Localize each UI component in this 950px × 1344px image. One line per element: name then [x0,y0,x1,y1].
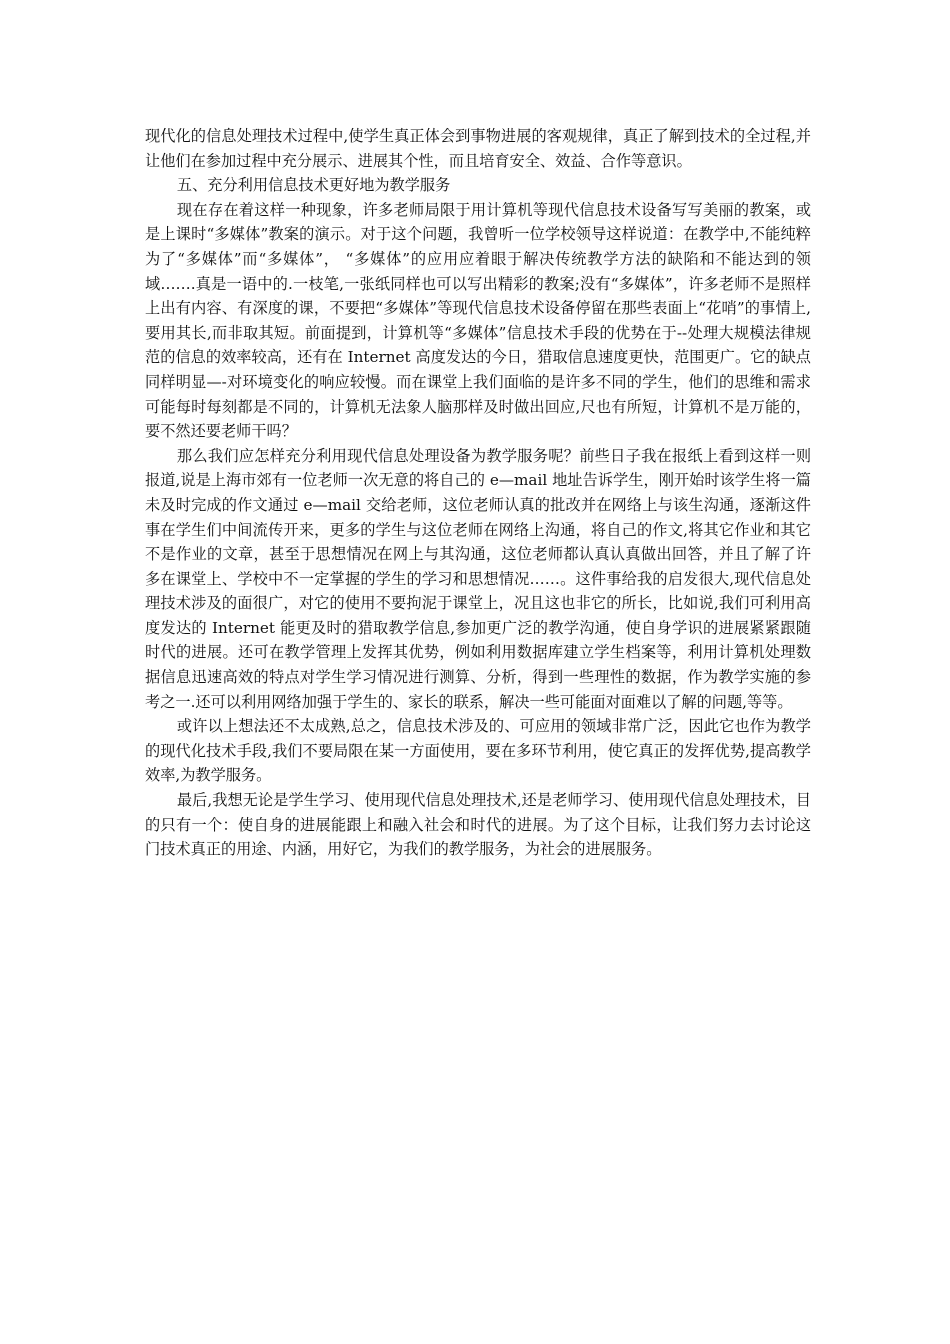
paragraph-multimedia-phenomenon: 现在存在着这样一种现象，许多老师局限于用计算机等现代信息技术设备写写美丽的教案，或是上课时“多媒体”教案的演示。对于这个问题，我曾听一位学校领导这样说道：在教学中,不能纯粹为了“多媒体”而“多媒体”， “多媒体”的应用应着眼于解决传统教学方法的缺陷和不能达到的领域…….真是一语中的.一枝笔,一张纸同样也可以写出精彩的教案;没有“多媒体”，许多老师不是照样上出有内容、有深度的课，不要把“多媒体”等现代信息技术设备停留在那些表面上“花哨”的事情上,要用其长,而非取其短。前面提到，计算机等“多媒体”信息技术手段的优势在于--处理大规模法律规范的信息的效率较高，还有在 Internet 高度发达的今日，猎取信息速度更快，范围更广。它的缺点同样明显—-对环境变化的响应较慢。而在课堂上我们面临的是许多不同的学生，他们的思维和需求可能每时每刻都是不同的，计算机无法象人脑那样及时做出回应,尺也有所短，计算机不是万能的，要不然还要老师干吗？ [145,200,811,441]
paragraph-continuation: 现代化的信息处理技术过程中,使学生真正体会到事物进展的客观规律，真正了解到技术的全过程,并让他们在参加过程中充分展示、进展其个性，而且培育安全、效益、合作等意识。 [145,127,811,170]
document-body [145,124,811,862]
paragraph-email-story: 那么我们应怎样充分利用现代信息处理设备为教学服务呢？前些日子我在报纸上看到这样一则报道,说是上海市郊有一位老师一次无意的将自己的 e—mail 地址告诉学生，刚开始时该学生将一篇未及时完成的作文通过 e—mail 交给老师，这位老师认真的批改并在网络上与该生沟通，逐渐这件事在学生们中间流传开来，更多的学生与这位老师在网络上沟通，将自己的作文,将其它作业和其它不是作业的文章，甚至于思想情况在网上与其沟通，这位老师都认真认真做出回答，并且了解了许多在课堂上、学校中不一定掌握的学生的学习和思想情况……。这件事给我的启发很大,现代信息处理技术涉及的面很广，对它的使用不要拘泥于课堂上，况且这也非它的所长，比如说,我们可利用高度发达的 Internet 能更及时的猎取教学信息,参加更广泛的教学沟通，使自身学识的进展紧紧跟随时代的进展。还可在教学管理上发挥其优势，例如利用数据库建立学生档案等，利用计算机处理数据信息迅速高效的特点对学生学习情况进行测算、分析，得到一些理性的数据，作为教学实施的参考之一.还可以利用网络加强于学生的、家长的联系，解决一些可能面对面难以了解的问题,等等。 [145,446,811,711]
paragraph-conclusion: 最后,我想无论是学生学习、使用现代信息处理技术,还是老师学习、使用现代信息处理技术，目的只有一个：使自身的进展能跟上和融入社会和时代的进展。为了这个目标，让我们努力去讨论这门技术真正的用途、内涵，用好它，为我们的教学服务，为社会的进展服务。 [145,791,811,859]
section-heading: 五、充分利用信息技术更好地为教学服务 [176,176,451,195]
paragraph-summary: 或许以上想法还不太成熟,总之，信息技术涉及的、可应用的领域非常广泛，因此它也作为教学的现代化技术手段,我们不要局限在某一方面使用，要在多环节利用，使它真正的发挥优势,提高教学效率,为教学服务。 [145,717,811,785]
